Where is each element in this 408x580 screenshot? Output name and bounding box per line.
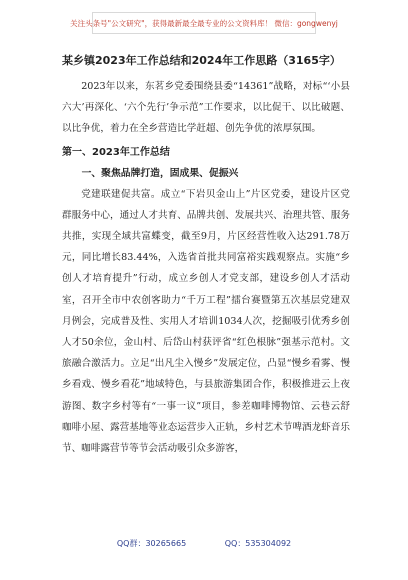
- section-heading: 第一、2023年工作总结: [62, 146, 170, 158]
- body-paragraph: 党建联建促共富。成立“下岩贝金山上”片区党委，建设片区党群服务中心，通过人才共育、品牌共创、发展共兴、治理共管、服务共推，实现全域共富蝶变，截至9月，片区经营性收入达291.78万元，同比增长83.44%，入选省首批共同富裕实践观察点。实施“乡创人才培育提升”行动，成立乡创人才党支部，建设乡创人才活动室，召开全市中农创客助力“千万工程”擂台赛暨第五次基层党建双月例会，完成普及性、实用人才培训1034人次，挖掘吸引优秀乡创人才50余位，金山村、后岱山村获评省“红色根脉”强基示范村。文旅融合激活力。立足“出凡尘入慢乡”发展定位，凸显“慢乡看雾、慢乡看戏、慢乡看花”地域特色，与县旅游集团合作，积极推进云上夜游图、数字乡村等有“一事一议”项目，参差咖啡博物馆、云巷云舒咖啡小屋、露营基地等业态运营步入正轨，乡村艺术节啤酒龙虾音乐节、咖啡露营节等节会活动吸引众多游客，: [62, 188, 350, 455]
- qq-group-text: QQ群：30265665: [116, 539, 187, 548]
- document-title: 某乡镇2023年工作总结和2024年工作思路（3165字）: [62, 54, 341, 67]
- document-body: [62, 52, 350, 459]
- intro-paragraph: 2023年以来，东茗乡党委围绕县委“14361”战略，对标“‘小县六大’再深化、‘六个先行’争示范”工作要求，以比促干、以比破题、以比争优，着力在全乡营造比学赶超、创先争优的浓厚氛围。: [62, 81, 350, 135]
- footer-contact: [0, 538, 408, 549]
- promo-banner: 关注头条号"公文研究"，获得最新最全最专业的公文资料库！ 微信：gongwenyj: [92, 12, 316, 34]
- subsection-heading: 一、聚焦品牌打造，固成果、促振兴: [81, 167, 239, 179]
- qq-contact-text: QQ：535304092: [224, 539, 292, 548]
